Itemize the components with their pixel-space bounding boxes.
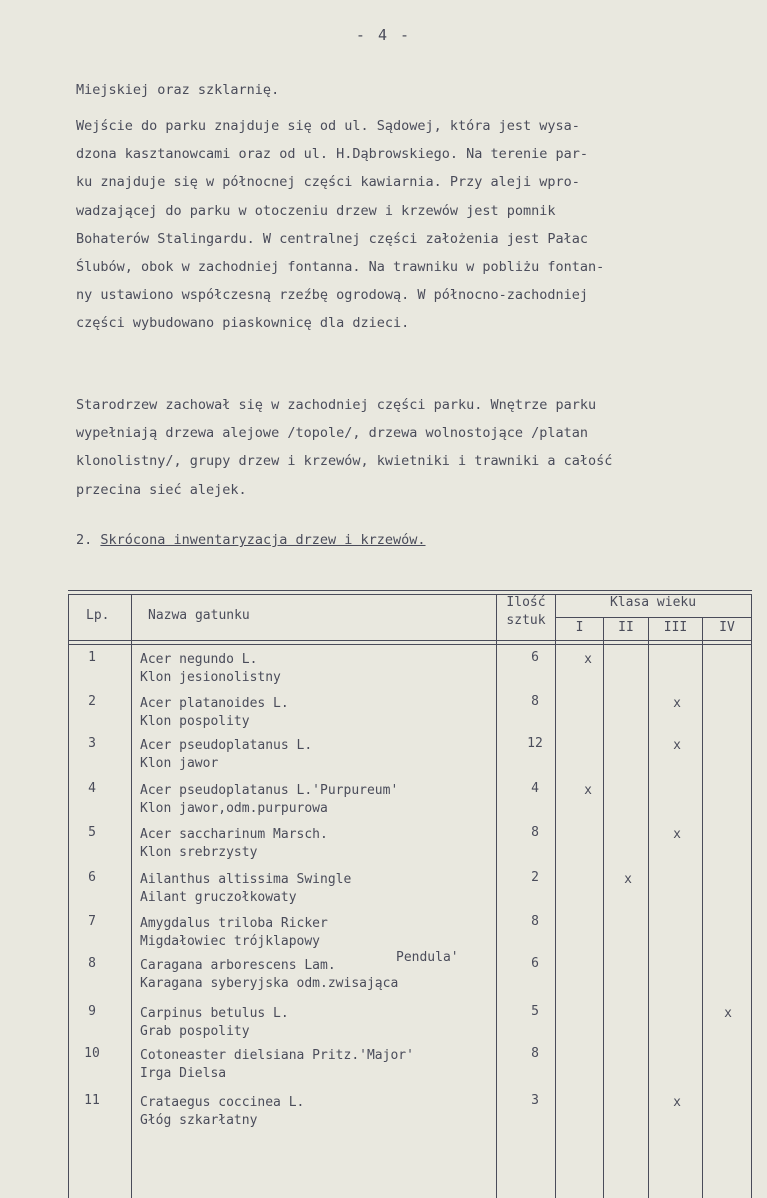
row-number: 9 — [88, 1004, 96, 1019]
species-polish-name: Karagana syberyjska odm.zwisająca — [140, 976, 399, 991]
age-class-mark: x — [673, 1095, 681, 1110]
species-polish-name: Ailant gruczołkowaty — [140, 890, 297, 905]
species-polish-name: Klon srebrzysty — [140, 845, 258, 860]
species-latin-name: Acer pseudoplatanus L.'Purpureum' — [140, 783, 399, 798]
row-number: 5 — [88, 825, 96, 840]
species-polish-name: Migdałowiec trójklapowy — [140, 934, 321, 949]
col-rule-age-2 — [648, 618, 649, 1198]
age-class-mark: x — [673, 738, 681, 753]
row-number: 4 — [88, 781, 96, 796]
species-polish-name: Głóg szkarłatny — [140, 1113, 258, 1128]
header-age-iv: IV — [719, 620, 735, 635]
header-bottom-rule — [68, 640, 752, 641]
col-rule-age-1 — [603, 618, 604, 1198]
species-polish-name: Klon jawor,odm.purpurowa — [140, 801, 328, 816]
col-rule-qty — [555, 594, 556, 1198]
paragraph-old-trees: Starodrzew zachował się w zachodniej części parku. Wnętrze parku wypełniają drzewa alejowe /topole/, drzewa wolnostojące /platan klonolistny/, grupy drzew i krzewów, kwietniki i trawniki a całość przecina sieć alejek. — [76, 397, 613, 498]
col-rule-name — [496, 594, 497, 1198]
col-rule-lp — [131, 594, 132, 1198]
species-latin-name: Acer negundo L. — [140, 652, 258, 667]
page-number: - 4 - — [355, 26, 412, 44]
row-number: 3 — [88, 736, 96, 751]
age-class-mark: x — [624, 872, 632, 887]
quantity-cell: 8 — [531, 914, 539, 929]
row-number: 1 — [88, 650, 96, 665]
quantity-cell: 12 — [527, 736, 543, 751]
header-age-ii: II — [618, 620, 634, 635]
paragraph-entrances: Wejście do parku znajduje się od ul. Sądowej, która jest wysa- dzona kasztanowcami oraz od ul. H.Dąbrowskiego. Na terenie par- ku znajduje się w północnej części kawiarnia. Przy aleji wpro- wadzającej do parku w otoczeniu drzew i krzewów jest pomnik Bohaterów Stalingardu. W centralnej części założenia jest Pałac Ślubów, obok w zachodniej fontanna. Na trawniku w pobliżu fontan- ny ustawiono współczesną rzeźbę ogrodową. W północno-zachodniej części wybudowano piaskownicę dla dzieci. — [76, 118, 605, 332]
row-number: 7 — [88, 914, 96, 929]
species-latin-name: Acer saccharinum Marsch. — [140, 827, 328, 842]
section-title: Skrócona inwentaryzacja drzew i krzewów. — [100, 532, 426, 548]
quantity-cell: 8 — [531, 825, 539, 840]
quantity-cell: 8 — [531, 1046, 539, 1061]
table-top-rule — [68, 590, 752, 591]
species-latin-name: Crataegus coccinea L. — [140, 1095, 305, 1110]
quantity-cell: 8 — [531, 694, 539, 709]
age-class-mark: x — [584, 783, 592, 798]
quantity-cell: 5 — [531, 1004, 539, 1019]
header-age-i: I — [575, 620, 584, 635]
species-latin-name: Acer platanoides L. — [140, 696, 289, 711]
quantity-cell: 3 — [531, 1093, 539, 1108]
age-class-mark: x — [673, 827, 681, 842]
species-polish-name: Klon jesionolistny — [140, 670, 281, 685]
header-qty: Ilość sztuk — [506, 595, 546, 628]
age-class-mark: x — [584, 652, 592, 667]
row-number: 8 — [88, 956, 96, 971]
species-latin-name: Amygdalus triloba Ricker — [140, 916, 328, 931]
header-name: Nazwa gatunku — [148, 608, 250, 623]
species-latin-name: Acer pseudoplatanus L. — [140, 738, 313, 753]
col-rule-left — [68, 594, 69, 1198]
species-latin-name: Caragana arborescens Lam. — [140, 958, 336, 973]
row-number: 2 — [88, 694, 96, 709]
row-number: 10 — [84, 1046, 100, 1061]
quantity-cell: 6 — [531, 650, 539, 665]
header-age: Klasa wieku — [609, 595, 697, 610]
age-class-mark: x — [673, 696, 681, 711]
species-polish-name: Klon jawor — [140, 756, 219, 771]
quantity-cell: 6 — [531, 956, 539, 971]
quantity-cell: 4 — [531, 781, 539, 796]
species-polish-name: Grab pospolity — [140, 1024, 250, 1039]
species-latin-name: Carpinus betulus L. — [140, 1006, 289, 1021]
section-number: 2. — [76, 532, 93, 548]
species-polish-name: Klon pospolity — [140, 714, 250, 729]
species-latin-name: Ailanthus altissima Swingle — [140, 872, 352, 887]
header-lp: Lp. — [86, 608, 110, 623]
paragraph-intro: Miejskiej oraz szklarnię. — [76, 82, 280, 98]
species-latin-note: Pendula' — [396, 950, 459, 965]
row-number: 6 — [88, 870, 96, 885]
age-subheader-rule — [555, 617, 752, 618]
quantity-cell: 2 — [531, 870, 539, 885]
col-rule-right — [751, 594, 752, 1198]
species-latin-name: Cotoneaster dielsiana Pritz.'Major' — [140, 1048, 414, 1063]
header-bottom-rule-2 — [68, 644, 752, 645]
col-rule-age-3 — [702, 618, 703, 1198]
row-number: 11 — [84, 1093, 100, 1108]
header-age-iii: III — [663, 620, 688, 635]
age-class-mark: x — [724, 1006, 732, 1021]
species-polish-name: Irga Dielsa — [140, 1066, 227, 1081]
